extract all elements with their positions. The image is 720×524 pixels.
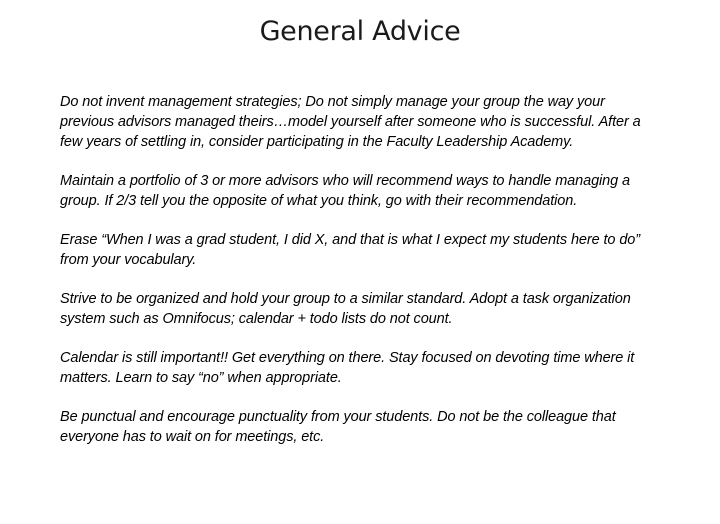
advice-paragraph: Calendar is still important!! Get everything on there. Stay focused on devoting time where it matters. Learn to say “no” when appropriate. [60, 350, 635, 386]
advice-paragraph: Do not invent management strategies; Do not simply manage your group the way your previous advisors managed theirs…model yourself after someone who is successful. After a few years of settling in, consider participating in the Faculty Leadership Academy. [60, 94, 641, 150]
advice-paragraph: Erase “When I was a grad student, I did X, and that is what I expect my students here to do” from your vocabulary. [60, 232, 640, 268]
advice-paragraph: Be punctual and encourage punctuality from your students. Do not be the colleague that everyone has to wait on for meetings, etc. [60, 409, 616, 445]
slide-body [60, 92, 660, 466]
slide-title: General Advice [259, 16, 461, 47]
advice-paragraph: Strive to be organized and hold your group to a similar standard. Adopt a task organization system such as Omnifocus; calendar + todo lists do not count. [60, 291, 631, 327]
advice-paragraph: Maintain a portfolio of 3 or more advisors who will recommend ways to handle managing a group. If 2/3 tell you the opposite of what you think, go with their recommendation. [60, 173, 630, 209]
